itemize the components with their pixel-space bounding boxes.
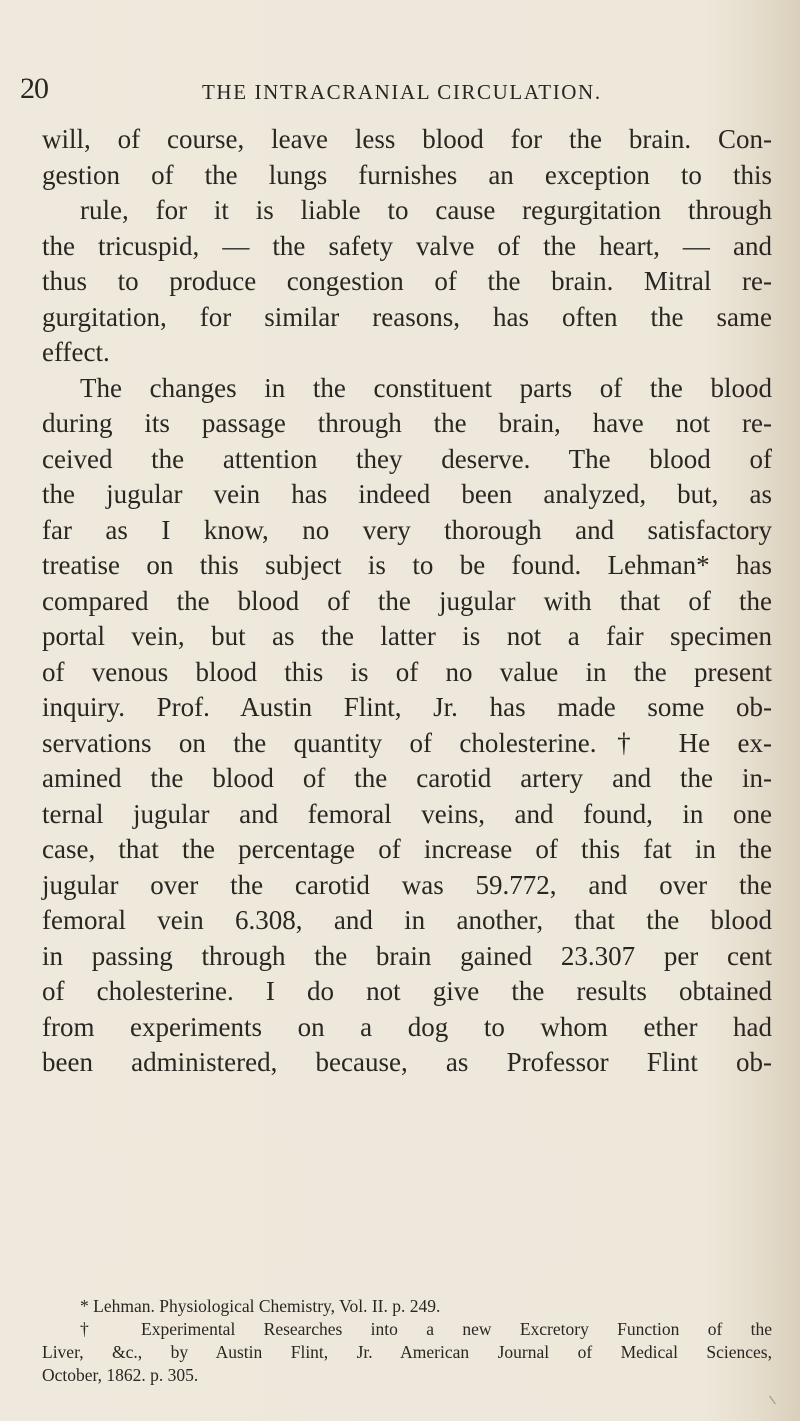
footnote-flint: † Experimental Researches into a new Excretory Function of the	[80, 1319, 772, 1339]
text-line: thus to produce congestion of the brain. Mitral re-	[42, 266, 772, 296]
text-line: in passing through the brain gained 23.307 per cent	[42, 940, 772, 971]
text-line: far as I know, no very thorough and satisfactory	[42, 514, 772, 545]
footnote-lehman: * Lehman. Physiological Chemistry, Vol. II. p. 249.	[80, 1296, 441, 1316]
running-head: THE INTRACRANIAL CIRCULATION.	[202, 80, 602, 104]
body-text	[42, 122, 772, 1081]
footnotes	[42, 1295, 772, 1387]
text-line: compared the blood of the jugular with that of the	[42, 585, 772, 616]
footnote-flint-continued: Liver, &c., by Austin Flint, Jr. American Journal of Medical Sciences,	[42, 1342, 772, 1362]
text-line: during its passage through the brain, have not re-	[42, 408, 772, 438]
text-line: amined the blood of the carotid artery and the in-	[42, 763, 772, 793]
text-line: treatise on this subject is to be found. Lehman* has	[42, 550, 772, 580]
text-line: rule, for it is liable to cause regurgitation through	[80, 195, 772, 225]
text-line: of cholesterine. I do not give the results obtained	[42, 976, 772, 1006]
text-line: portal vein, but as the latter is not a fair specimen	[42, 621, 772, 651]
text-line: case, that the percentage of increase of this fat in the	[42, 834, 772, 864]
text-line: The changes in the constituent parts of the blood	[80, 372, 772, 403]
text-line: ternal jugular and femoral veins, and found, in one	[42, 798, 772, 829]
text-line: will, of course, leave less blood for the brain. Con-	[42, 124, 772, 154]
paper-mark	[769, 1396, 776, 1405]
text-line: the tricuspid, — the safety valve of the heart, — and	[42, 230, 772, 261]
text-line: been administered, because, as Professor Flint ob-	[42, 1047, 772, 1077]
text-line: gurgitation, for similar reasons, has often the same	[42, 301, 772, 332]
text-line: of venous blood this is of no value in the present	[42, 656, 772, 687]
page-number: 20	[20, 72, 48, 105]
text-line: gestion of the lungs furnishes an exception to this	[42, 159, 772, 190]
text-line: from experiments on a dog to whom ether had	[42, 1011, 772, 1042]
text-line: jugular over the carotid was 59.772, and over the	[42, 869, 772, 900]
text-line: inquiry. Prof. Austin Flint, Jr. has made some ob-	[42, 692, 772, 722]
text-line: femoral vein 6.308, and in another, that the blood	[42, 905, 772, 935]
text-line: servations on the quantity of cholesterine.† He ex-	[42, 727, 772, 758]
text-line: ceived the attention they deserve. The blood of	[42, 443, 772, 474]
text-line: the jugular vein has indeed been analyzed, but, as	[42, 479, 772, 509]
text-line: effect.	[42, 337, 110, 367]
footnote-flint-date: October, 1862. p. 305.	[42, 1365, 199, 1385]
